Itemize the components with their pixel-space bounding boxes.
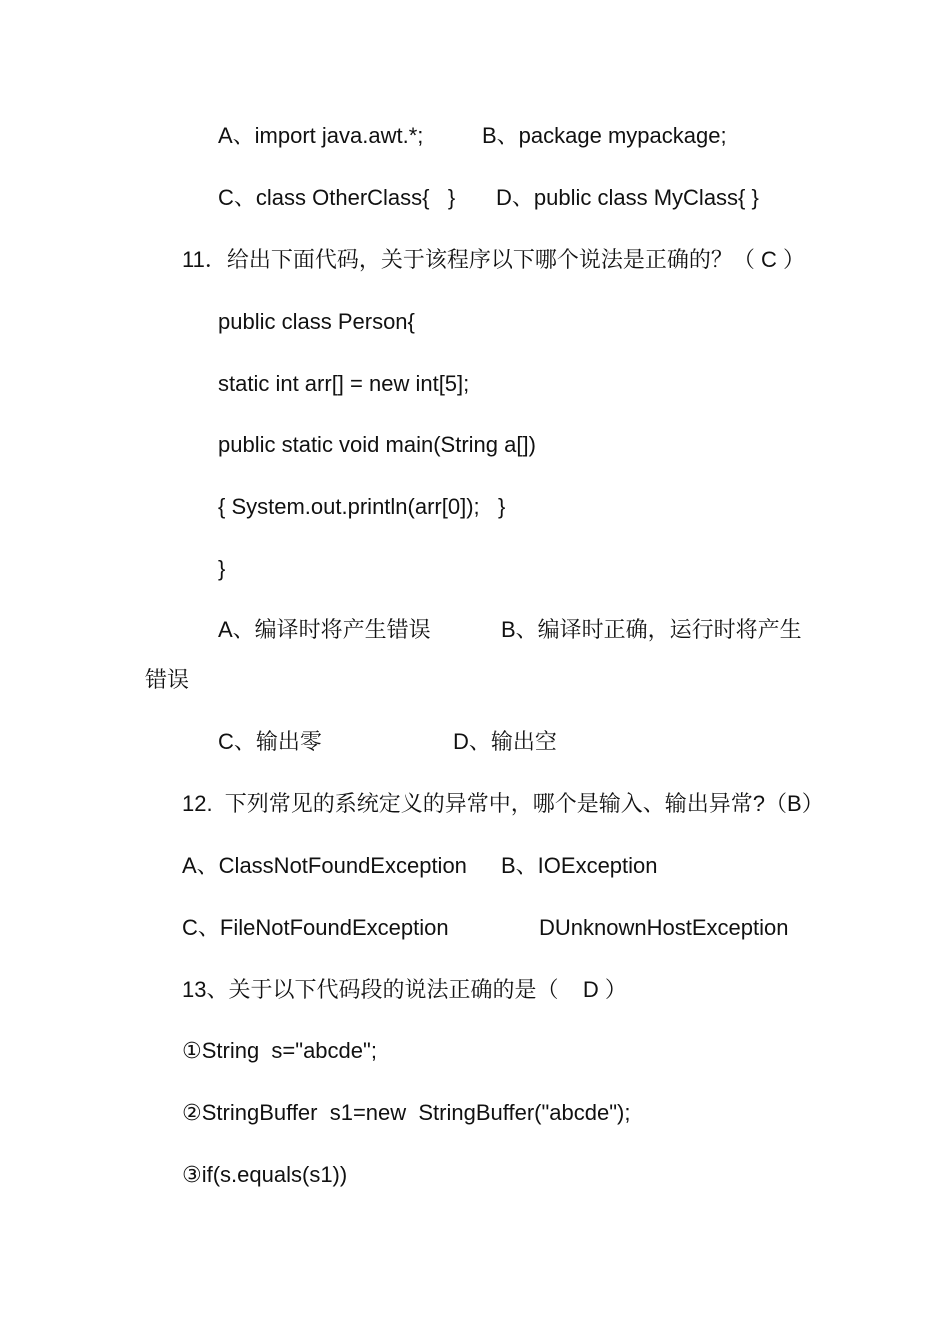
q11-question: 11．给出下面代码，关于该程序以下哪个说法是正确的？（ C ） xyxy=(182,247,805,272)
q10-option-b: B、package mypackage; xyxy=(482,123,727,148)
q13-code-line: ①String s="abcde"; xyxy=(182,1038,377,1063)
q11-code-line: } xyxy=(218,556,226,581)
q10-option-a: A、import java.awt.*; xyxy=(218,123,424,148)
q13-code-line: ②StringBuffer s1=new StringBuffer("abcde"); xyxy=(182,1100,631,1125)
q11-code-line: public static void main(String a[]) xyxy=(218,432,536,457)
q10-option-d: D、public class MyClass{ } xyxy=(496,185,759,210)
q11-option-d: D、输出空 xyxy=(453,729,557,754)
q11-option-b: B、编译时正确，运行时将产生 xyxy=(501,617,802,642)
q10-option-c: C、class OtherClass{ } xyxy=(218,185,456,210)
q11-option-a: A、编译时将产生错误 xyxy=(218,617,431,642)
q11-option-b-continued: 错误 xyxy=(145,667,190,692)
q12-option-c: C、FileNotFoundException xyxy=(182,915,449,940)
q11-code-line: { System.out.println(arr[0]); } xyxy=(218,494,506,519)
q12-option-b: B、IOException xyxy=(501,853,658,878)
q13-code-line: ③if(s.equals(s1)) xyxy=(182,1162,348,1187)
q12-option-a: A、ClassNotFoundException xyxy=(182,853,467,878)
q12-question: 12. 下列常见的系统定义的异常中，哪个是输入、输出异常?（B） xyxy=(182,791,824,816)
q11-option-c: C、输出零 xyxy=(218,729,322,754)
q11-code-line: static int arr[] = new int[5]; xyxy=(218,371,470,396)
q12-option-d: DUnknownHostException xyxy=(539,915,789,940)
q11-code-line: public class Person{ xyxy=(218,309,415,334)
q13-question: 13、关于以下代码段的说法正确的是（ D ） xyxy=(182,977,627,1002)
